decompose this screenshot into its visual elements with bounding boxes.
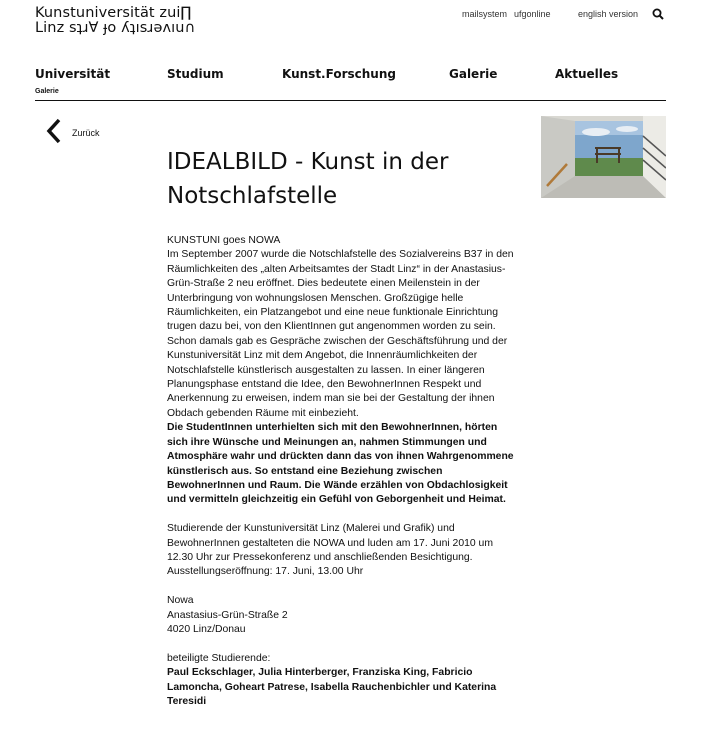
article-highlight: Die StudentInnen unterhielten sich mit den BewohnerInnen, hörten sich ihre Wünsche und Meinungen an, nahmen Stimmungen und Atmosphäre wahr und drückten dann das von ihnen Wahrgenommene künstlerisch aus. So entstand eine Beziehung zwischen BewohnerInnen und Raum. Die Wände erzählen von Obdachlosigkeit und vermitteln gleichzeitig ein Gefühl von Geborgenheit und Heimat. [167,422,514,506]
gallery-image[interactable] [541,116,666,198]
article-kicker: KUNSTUNI goes NOWA [167,235,281,246]
address-street: Anastasius-Grün-Straße 2 [167,609,288,621]
nav-item-aktuelles[interactable]: Aktuelles [555,67,619,81]
back-label[interactable]: Zurück [72,128,100,138]
article-intro: Im September 2007 wurde die Notschlafstelle des Sozialvereins B37 in den Räumlichkeiten des „alten Arbeitsamtes der Stadt Linz“ in der Anastasius- Grün-Straße 2 neu eröffnet. Dies bedeutete einen Meilenstein in der Unterbringung von wohnungslosen Menschen. Großzügige helle Räumlichkeiten, ein Platzangebot und eine neue funktionale Einrichtung trugen dazu bei, von den KlientInnen gut angenommen worden zu sein. Schon damals gab es Gespräche zwischen der Geschäftsführung und der Kunstuniversität Linz mit dem Angebot, die Innenräumlichkeiten der Notschlafstelle künstlerisch ausgestalten zu lassen. In einer längeren Planungsphase entstand die Idee, den BewohnerInnen Respekt und Anerkennung zu erweisen, indem man sie bei der Gestaltung der ihnen Obdach gebenden Räume mit einbezieht. [167,249,514,419]
university-logo[interactable] [35,6,195,36]
search-icon[interactable] [652,8,664,20]
article-body [167,234,517,709]
article-opening: Ausstellungseröffnung: 17. Juni, 13.00 Uhr [167,566,364,578]
logo-line-1: Kunstuniversität zui∏ [35,5,192,21]
students-list: Paul Eckschlager, Julia Hinterberger, Franziska King, Fabricio Lamoncha, Goheart Patrese, Isabella Rauchenbichler und Katerina Teresidi [167,667,497,707]
link-english-version[interactable]: english version [578,9,639,19]
nav-item-galerie[interactable]: Galerie [449,67,498,81]
nav-item-universitaet[interactable]: Universität [35,67,111,81]
back-button[interactable] [45,118,63,146]
address-city: 4020 Linz/Donau [167,623,246,635]
chevron-left-icon [45,118,63,146]
nav-divider [35,100,666,101]
link-mailsystem[interactable]: mailsystem [462,9,508,19]
address-name: Nowa [167,595,194,607]
article-event: Studierende der Kunstuniversität Linz (Malerei und Grafik) und BewohnerInnen gestalteten die NOWA und luden am 17. Juni 2010 um 12.30 Uhr zur Pressekonferenz und anschließenden Besichtigung. [167,523,493,563]
page-title: IDEALBILD - Kunst in der Notschlafstelle [167,149,449,209]
logo-line-2: Linz sʇɹ∀ ɟo ʎʇısɹǝʌıu∩ [35,20,196,36]
mural-photo [541,116,666,198]
students-label: beteiligte Studierende: [167,652,271,664]
nav-item-studium[interactable]: Studium [167,67,224,81]
subnav-galerie[interactable]: Galerie [35,88,59,95]
link-ufgonline[interactable]: ufgonline [514,9,551,19]
nav-item-kunst-forschung[interactable]: Kunst.Forschung [282,67,396,81]
